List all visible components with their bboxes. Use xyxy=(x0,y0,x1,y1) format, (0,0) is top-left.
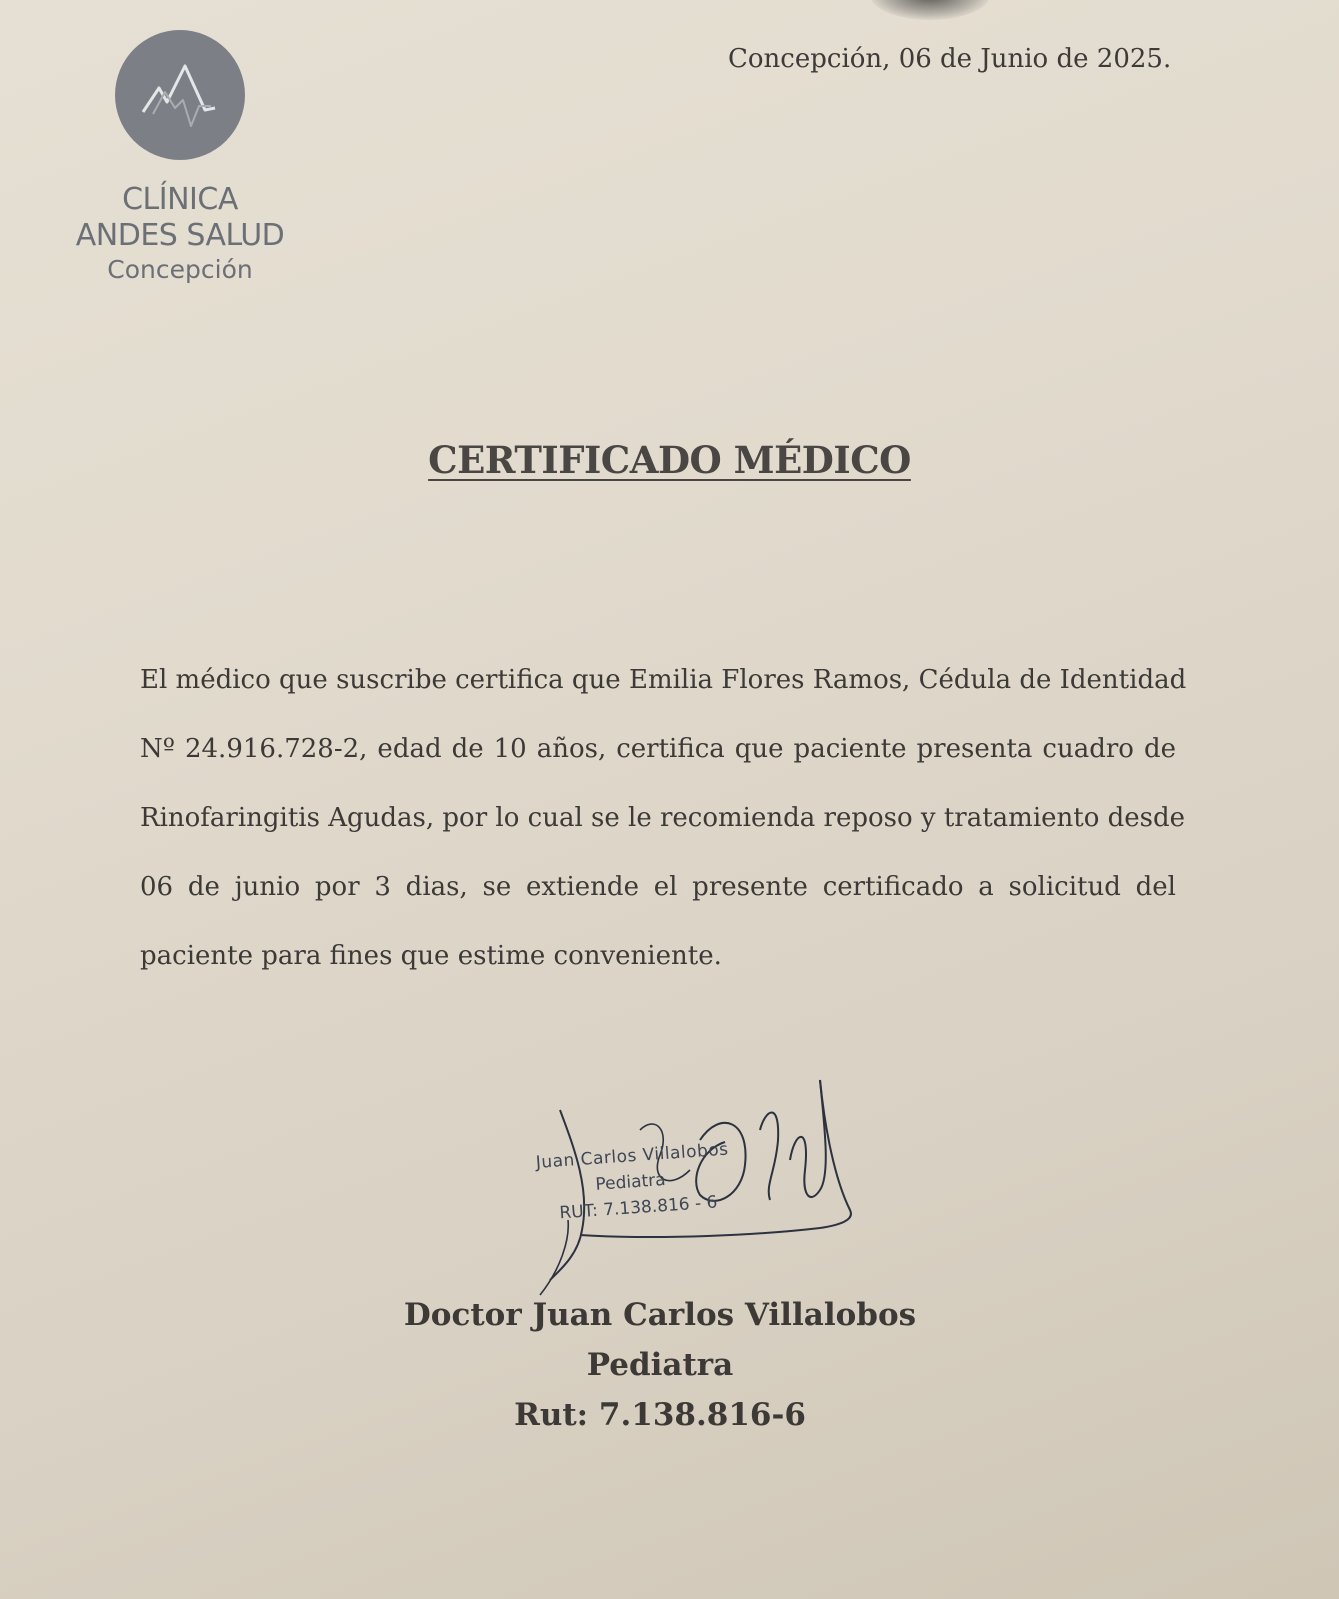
body-line-4: 06 de junio por 3 dias, se extiende el presente certificado a solicitud del xyxy=(140,872,1176,902)
doctor-stamp xyxy=(535,1137,733,1228)
stamp-name: Juan Carlos Villalobos xyxy=(535,1139,730,1173)
signatory-name: Doctor Juan Carlos Villalobos xyxy=(403,1297,917,1333)
signatory-rut: Rut: 7.138.816-6 xyxy=(514,1397,806,1433)
photo-shadow xyxy=(870,0,990,20)
clinic-logo-mark-icon xyxy=(115,30,245,160)
clinic-logo xyxy=(60,30,300,286)
certificate-body xyxy=(140,646,1187,991)
body-line-1: El médico que suscribe certifica que Emilia Flores Ramos, Cédula de Identidad xyxy=(140,665,1187,695)
document-title: CERTIFICADO MÉDICO xyxy=(428,438,911,482)
body-line-5: paciente para fines que estime conveniente. xyxy=(140,941,722,971)
body-line-3: Rinofaringitis Agudas, por lo cual se le recomienda reposo y tratamiento desde xyxy=(140,803,1186,833)
document-title-wrapper xyxy=(0,438,1339,482)
signatory-block xyxy=(0,1290,1320,1440)
document-date: Concepción, 06 de Junio de 2025. xyxy=(728,44,1172,74)
clinic-name-line2: ANDES SALUD xyxy=(75,218,285,253)
clinic-city: Concepción xyxy=(107,255,253,284)
stamp-role: Pediatra xyxy=(594,1169,667,1195)
stamp-rut: RUT: 7.138.816 - 6 xyxy=(558,1192,718,1224)
signatory-role: Pediatra xyxy=(586,1347,734,1383)
body-line-2: Nº 24.916.728-2, edad de 10 años, certifica que paciente presenta cuadro de xyxy=(140,734,1176,764)
clinic-name-line1: CLÍNICA xyxy=(122,182,238,217)
